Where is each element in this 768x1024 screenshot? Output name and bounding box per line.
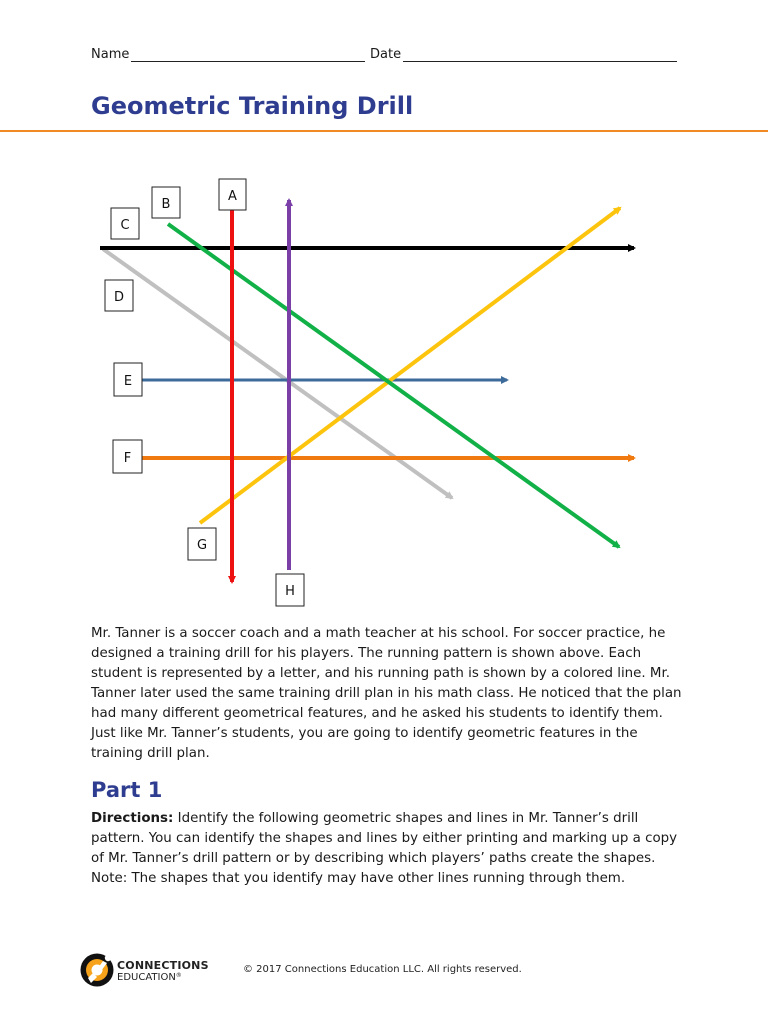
svg-text:B: B — [161, 197, 171, 212]
directions-paragraph — [91, 809, 681, 889]
copyright-notice: © 2017 Connections Education LLC. All rights reserved. — [243, 964, 522, 975]
player-label-d — [105, 280, 133, 311]
svg-text:C: C — [120, 218, 130, 233]
intro-paragraph: Mr. Tanner is a soccer coach and a math teacher at his school. For soccer practice, he designed a training drill for his players. The running pattern is shown above. Each student is represented by a letter, and his running path is shown by a colored line. Mr. Tanner later used the same training drill plan in his math class. He noticed that the plan had many different geometrical features, and he asked his students to identify them. Just like Mr. Tanner’s students, you are going to identify geometric features in the training drill plan. — [91, 626, 682, 761]
svg-text:F: F — [123, 451, 132, 466]
logo-mark-icon — [79, 951, 115, 989]
player-label-e — [114, 363, 142, 396]
date-label: Date — [370, 47, 402, 62]
player-label-b — [152, 187, 180, 218]
player-label-c — [111, 208, 139, 239]
page-title: Geometric Training Drill — [91, 92, 414, 120]
svg-text:H: H — [285, 584, 295, 599]
svg-text:E: E — [123, 374, 133, 389]
logo-text-top: CONNECTIONS — [117, 959, 209, 972]
directions-label: Directions: — [91, 811, 174, 826]
player-label-f — [113, 440, 142, 473]
connections-education-logo — [79, 950, 219, 990]
name-label: Name — [91, 47, 130, 62]
player-label-h — [276, 574, 304, 606]
part1-heading: Part 1 — [91, 778, 163, 802]
logo-text-bottom: EDUCATION® — [117, 972, 182, 983]
svg-text:D: D — [113, 290, 125, 305]
directions-text: Identify the following geometric shapes and lines in Mr. Tanner’s drill pattern. You can identify the shapes and lines by either printing and marking up a copy of Mr. Tanner’s drill pattern or by describing which players’ paths create the shapes. Note: The shapes that you identify may have other lines running through them. — [91, 811, 678, 886]
player-label-g — [188, 528, 216, 560]
svg-text:G: G — [196, 538, 208, 553]
svg-text:A: A — [228, 189, 237, 204]
player-label-a — [219, 179, 246, 210]
